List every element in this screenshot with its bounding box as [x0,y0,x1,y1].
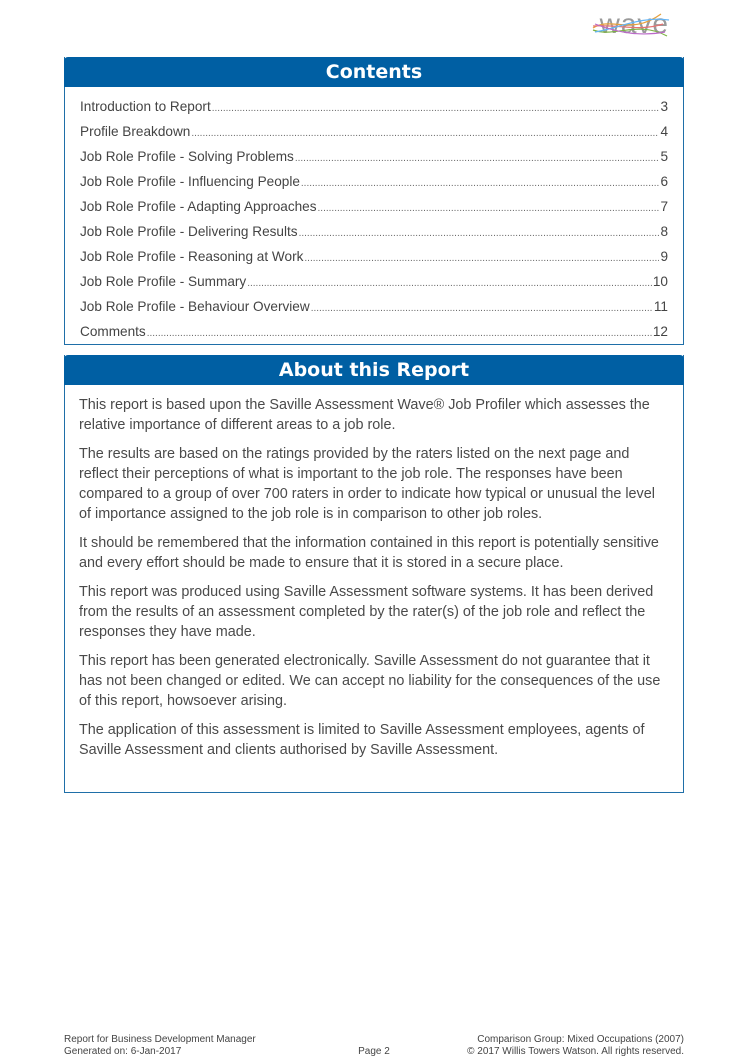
about-paragraph: The results are based on the ratings provided by the raters listed on the next page and reflect their perceptions of what is important to the job role. The responses have been compared to a group of over 700 raters in order to indicate how typical or unusual the level of importance assigned to the job role is in comparison to other job roles. [79,446,655,522]
toc-item[interactable] [80,270,668,295]
toc-page: 3 [660,99,668,114]
toc-label: Job Role Profile - Delivering Results [80,224,298,239]
about-paragraph: This report has been generated electronically. Saville Assessment do not guarantee that it has not been changed or edited. We can accept no liability for the consequences of the use of this report, howsoever arising. [79,653,661,709]
toc-label: Job Role Profile - Solving Problems [80,149,294,164]
toc-item[interactable] [80,120,668,145]
footer-copyright: © 2017 Willis Towers Watson. All rights reserved. [467,1046,684,1057]
about-paragraph: The application of this assessment is limited to Saville Assessment employees, agents of Saville Assessment and clients authorised by Saville Assessment. [79,722,645,758]
toc-page: 7 [660,199,668,214]
toc-page: 4 [660,124,668,139]
toc-label: Job Role Profile - Summary [80,274,247,289]
toc-label: Profile Breakdown [80,124,191,139]
about-body [65,385,683,760]
toc-page: 9 [660,249,668,264]
toc-page: 8 [660,224,668,239]
about-paragraph: It should be remembered that the information contained in this report is potentially sensitive and every effort should be made to ensure that it is stored in a secure place. [79,535,659,571]
toc-label: Comments [80,324,146,339]
toc-label: Job Role Profile - Influencing People [80,174,300,189]
footer-page-number: Page 2 [358,1046,390,1057]
toc-item[interactable] [80,320,668,345]
about-panel [64,355,684,793]
toc-item[interactable] [80,245,668,270]
contents-title: Contents [64,57,684,87]
toc-item[interactable] [80,195,668,220]
toc-page: 5 [660,149,668,164]
footer-comparison-group: Comparison Group: Mixed Occupations (2007) [477,1034,684,1045]
toc-item[interactable] [80,170,668,195]
toc-list [65,87,683,345]
toc-page: 11 [653,299,668,314]
toc-item[interactable] [80,295,668,320]
toc-label: Job Role Profile - Behaviour Overview [80,299,310,314]
about-paragraph: This report was produced using Saville Assessment software systems. It has been derived from the results of an assessment completed by the rater(s) of the job role and reflect the responses they have made. [79,584,654,640]
toc-label: Job Role Profile - Reasoning at Work [80,249,304,264]
about-paragraph: This report is based upon the Saville Assessment Wave® Job Profiler which assesses the relative importance of different areas to a job role. [79,397,650,433]
toc-page: 12 [652,324,668,339]
toc-page: 6 [660,174,668,189]
toc-label: Job Role Profile - Adapting Approaches [80,199,317,214]
footer-generated: Generated on: 6-Jan-2017 [64,1046,182,1057]
contents-panel [64,57,684,345]
toc-item[interactable] [80,220,668,245]
toc-item[interactable] [80,145,668,170]
about-title: About this Report [64,355,684,385]
wave-logo-icon [511,6,671,46]
toc-page: 10 [652,274,668,289]
footer-report-for: Report for Business Development Manager [64,1034,256,1045]
toc-item[interactable] [80,95,668,120]
toc-label: Introduction to Report [80,99,211,114]
wave-logo-text: wave [599,8,669,39]
